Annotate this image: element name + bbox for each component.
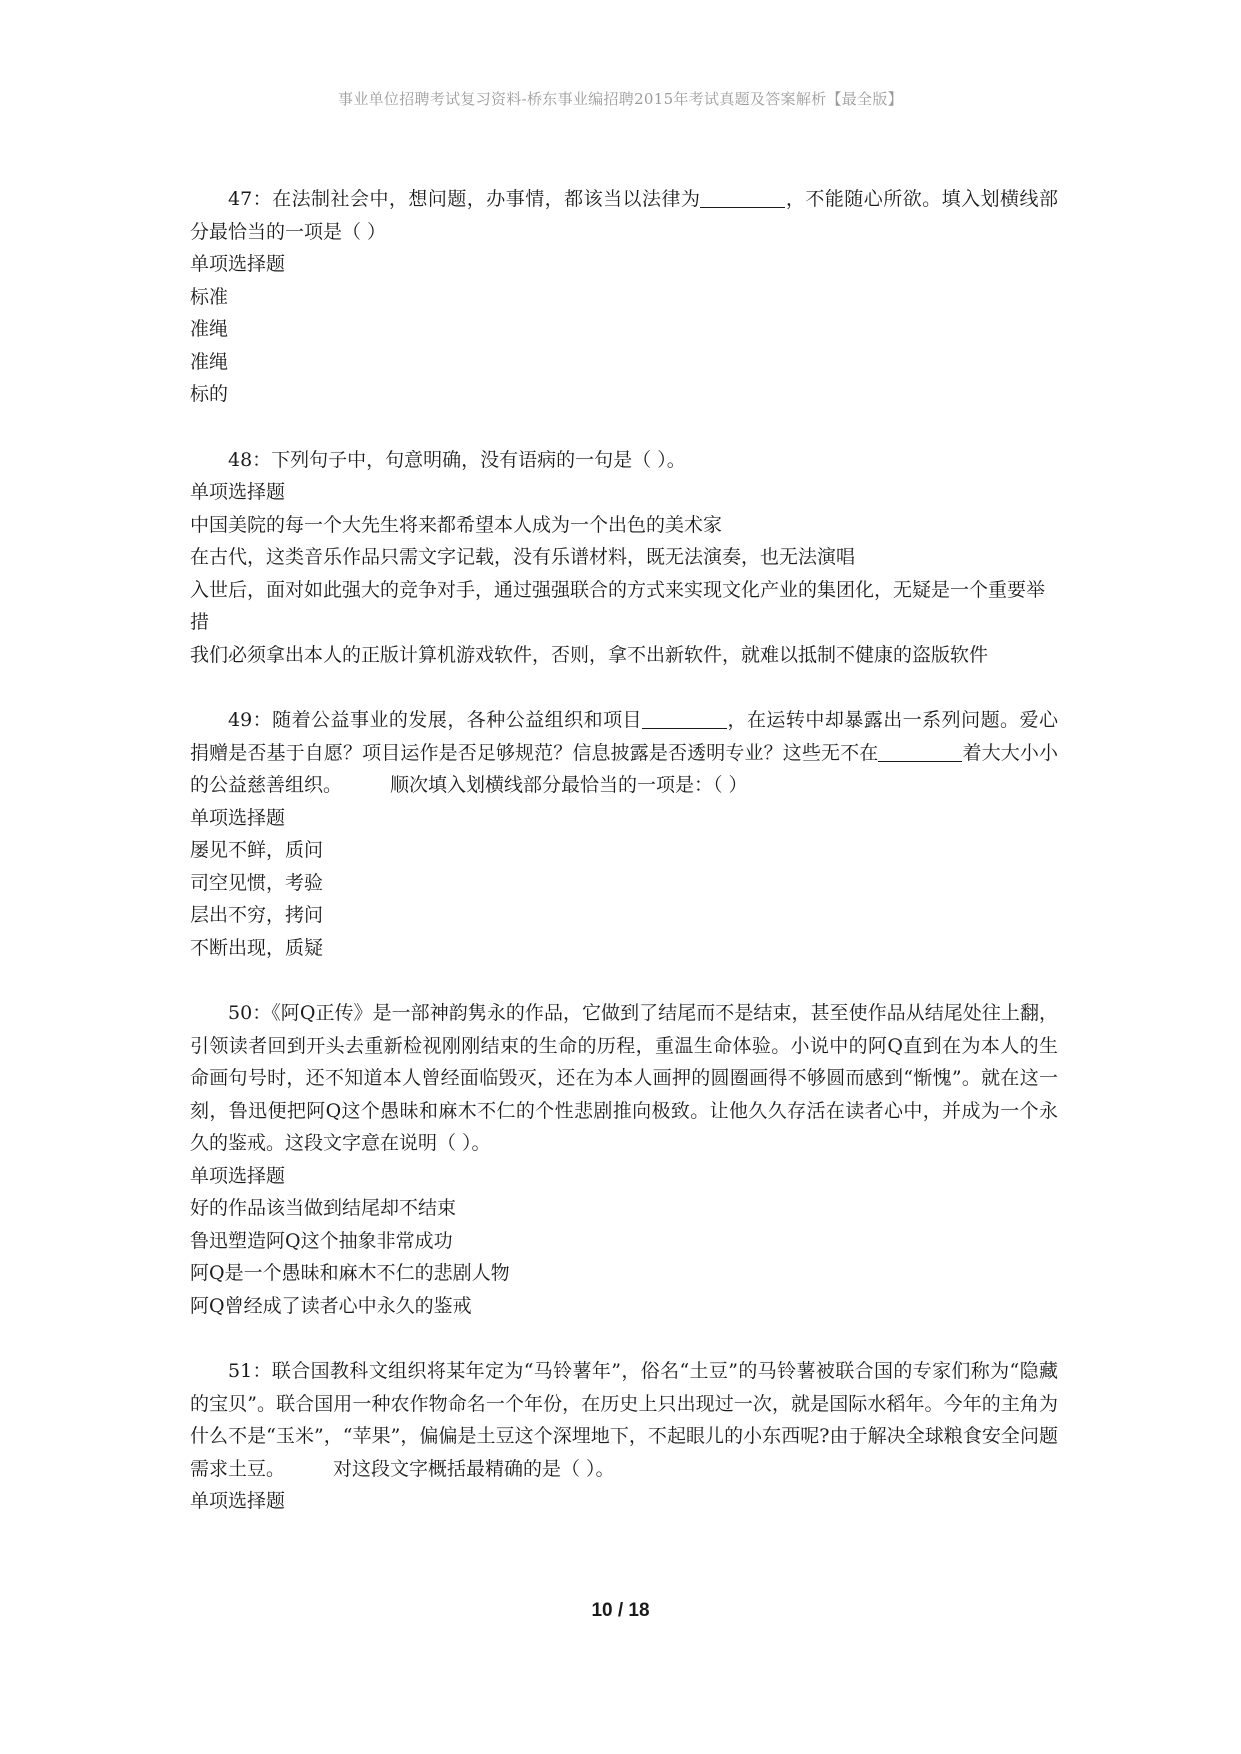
option: 阿Q曾经成了读者心中永久的鉴戒 [190, 1294, 472, 1317]
option: 在古代，这类音乐作品只需文字记载，没有乐谱材料，既无法演奏，也无法演唱 [190, 546, 856, 568]
stem-text: ，不能随心所欲。填入划横线部分最恰当的一项是（ ） [190, 188, 1058, 243]
option: 标准 [190, 285, 229, 308]
question-stem [190, 704, 1058, 802]
question-stem [190, 183, 1058, 248]
option: 鲁迅塑造阿Q这个抽象非常成功 [190, 1229, 453, 1252]
stem-text: 51：联合国教科文组织将某年定为“马铃薯年”，俗名“土豆”的马铃薯被联合国的专家们称为“隐藏的宝贝”。联合国用一种农作物命名一个年份，在历史上只出现过一次，就是国际水稻年。今年的主角为什么不是“玉米”，“苹果”，偏偏是土豆这个深埋地下，不起眼儿的小东西呢?由于解决全球粮食安全问题需求土豆。 [190, 1360, 1058, 1480]
option: 层出不穷，拷问 [190, 904, 324, 926]
stem-text: 着大大小小的公益慈善组织。 [190, 741, 1058, 796]
option: 阿Q是一个愚昧和麻木不仁的悲剧人物 [190, 1262, 510, 1284]
question-type: 单项选择题 [190, 806, 286, 829]
question-stem: 48：下列句子中，句意明确，没有语病的一句是（ ）。 [228, 448, 686, 471]
option: 好的作品该当做到结尾却不结束 [190, 1197, 457, 1219]
question-type: 单项选择题 [190, 253, 286, 275]
question-49 [190, 704, 1058, 964]
question-type: 单项选择题 [190, 481, 286, 503]
option: 准绳 [190, 350, 229, 373]
stem-text: 47：在法制社会中，想问题，办事情，都该当以法律为 [228, 188, 701, 210]
question-48 [190, 444, 1058, 672]
question-type: 单项选择题 [190, 1490, 286, 1512]
option: 我们必须拿出本人的正版计算机游戏软件，否则，拿不出新软件，就难以抵制不健康的盗版软件 [190, 643, 989, 666]
option: 屡见不鲜，质问 [190, 839, 324, 861]
stem-text: 顺次填入划横线部分最恰当的一项是：（ ） [390, 774, 748, 796]
page-header: 事业单位招聘考试复习资料-桥东事业编招聘2015年考试真题及答案解析【最全版】 [338, 90, 903, 108]
question-stem [190, 1355, 1058, 1485]
option: 入世后，面对如此强大的竞争对手，通过强强联合的方式来实现文化产业的集团化，无疑是一个重要举措 [190, 578, 1046, 633]
question-stem: 50：《阿Q正传》是一部神韵隽永的作品，它做到了结尾而不是结束，甚至使作品从结尾处往上翻，引领读者回到开头去重新检视刚刚结束的生命的历程，重温生命体验。小说中的阿Q直到在为本人的生命画句号时，还不知道本人曾经面临毁灭，还在为本人画押的圆圈画得不够圆而感到“惭愧”。就在这一刻，鲁迅便把阿Q这个愚昧和麻木不仁的个性悲剧推向极致。让他久久存活在读者心中，并成为一个永久的鉴戒。这段文字意在说明（ ）。 [190, 1002, 1058, 1154]
stem-text: ，在运转中却暴露出一系列问题。爱心捐赠是否基于自愿？项目运作是否足够规范？信息披露是否透明专业？这些无不在 [190, 709, 1058, 764]
question-type: 单项选择题 [190, 1164, 286, 1187]
option: 中国美院的每一个大先生将来都希望本人成为一个出色的美术家 [190, 513, 723, 536]
fill-blank [700, 188, 785, 208]
option: 准绳 [190, 318, 229, 340]
page-number: 10 / 18 [591, 1600, 650, 1621]
question-47 [190, 183, 1058, 411]
question-50 [190, 997, 1058, 1322]
fill-blank [642, 709, 727, 729]
fill-blank [878, 742, 962, 762]
stem-text: 49：随着公益事业的发展，各种公益组织和项目 [228, 709, 643, 731]
document-body [190, 183, 1058, 1518]
stem-text: 对这段文字概括最精确的是（ ）。 [333, 1457, 615, 1480]
option: 标的 [190, 383, 229, 405]
question-51 [190, 1355, 1058, 1518]
option: 司空见惯，考验 [190, 871, 324, 894]
option: 不断出现，质疑 [190, 936, 324, 959]
